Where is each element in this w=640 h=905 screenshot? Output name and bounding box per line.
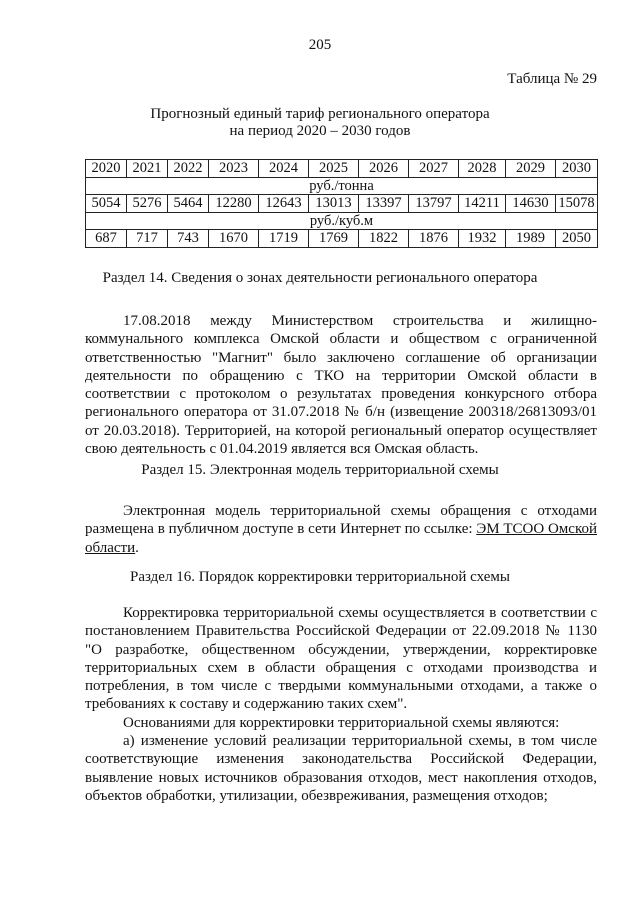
value-cell: 5054 — [86, 195, 127, 213]
values-row-ton — [86, 195, 598, 213]
value-cell: 15078 — [556, 195, 598, 213]
section15-paragraph — [85, 502, 597, 557]
section14-heading: Раздел 14. Сведения о зонах деятельности регионального оператора — [102, 270, 538, 286]
unit-m3-cell: руб./куб.м — [86, 213, 598, 230]
value-cell: 12280 — [209, 195, 259, 213]
year-cell: 2026 — [359, 160, 409, 178]
section14-paragraph: 17.08.2018 между Министерством строительства и жилищно-коммунального комплекса Омской области и обществом с ограниченной ответственностью "Магнит" было заключено соглашение об организации деятельности по обращению с ТКО на территории Омской области в соответствии с протоколом о результатах проведения конкурсного отбора регионального оператора от 31.07.2018 № б/н (извещение 200318/26813093/01 от 20.03.2018). Территорией, на которой региональный оператор осуществляет свою деятельность с 01.04.2019 является вся Омская область. — [85, 313, 597, 458]
value-cell: 5276 — [127, 195, 168, 213]
section16-paragraph3: а) изменение условий реализации территориальной схемы, в том числе соответствующие изменения законодательства Российской Федерации, выявление новых источников образования отходов, мест накопления отходов, объектов обработки, утилизации, обезвреживания, размещения отходов; — [85, 733, 597, 804]
value-cell: 1932 — [459, 230, 506, 248]
section16-heading: Раздел 16. Порядок корректировки территориальной схемы — [130, 569, 510, 585]
unit-row-m3 — [86, 213, 598, 230]
value-cell: 5464 — [168, 195, 209, 213]
year-cell: 2024 — [259, 160, 309, 178]
value-cell: 1822 — [359, 230, 409, 248]
tariff-table — [85, 159, 598, 248]
value-cell: 1670 — [209, 230, 259, 248]
value-cell: 1719 — [259, 230, 309, 248]
table-title-line1: Прогнозный единый тариф регионального оператора — [150, 106, 490, 122]
year-cell: 2022 — [168, 160, 209, 178]
value-cell: 13397 — [359, 195, 409, 213]
year-cell: 2023 — [209, 160, 259, 178]
value-cell: 14630 — [506, 195, 556, 213]
unit-ton-cell: руб./тонна — [86, 178, 598, 195]
value-cell: 1989 — [506, 230, 556, 248]
year-cell: 2029 — [506, 160, 556, 178]
values-row-m3 — [86, 230, 598, 248]
value-cell: 1769 — [309, 230, 359, 248]
table-title-line2: на период 2020 – 2030 годов — [229, 123, 411, 139]
unit-row-ton — [86, 178, 598, 195]
em-tsoo-link[interactable]: ЭМ ТСОО Омской области — [85, 521, 598, 556]
section16-paragraph1: Корректировка территориальной схемы осуществляется в соответствии с постановлением Правительства Российской Федерации от 22.09.2018 № 1130 "О разработке, общественном обсуждении, утверждении, корректировке территориальных схем в области обращения с отходами производства и потребления, в том числе с твердыми коммунальными отходами, а также о требованиях к составу и содержанию таких схем". — [85, 605, 597, 713]
year-cell: 2030 — [556, 160, 598, 178]
year-cell: 2027 — [409, 160, 459, 178]
section15-text-end: . — [135, 539, 139, 556]
value-cell: 1876 — [409, 230, 459, 248]
section16-paragraph2: Основаниями для корректировки территориальной схемы являются: — [123, 714, 560, 731]
years-row — [86, 160, 598, 178]
section14-body — [85, 312, 597, 458]
value-cell: 2050 — [556, 230, 598, 248]
year-cell: 2028 — [459, 160, 506, 178]
section15-body — [85, 502, 597, 557]
table-title — [0, 106, 640, 140]
section15-heading: Раздел 15. Электронная модель территориальной схемы — [141, 462, 499, 478]
year-cell: 2025 — [309, 160, 359, 178]
table-label: Таблица № 29 — [507, 71, 597, 87]
value-cell: 12643 — [259, 195, 309, 213]
section16-body — [85, 604, 597, 805]
value-cell: 14211 — [459, 195, 506, 213]
value-cell: 743 — [168, 230, 209, 248]
section15-text-start: Электронная модель территориальной схемы обращения с отходами размещена в публичном доступе в сети Интернет по ссылке: — [85, 503, 597, 538]
value-cell: 13797 — [409, 195, 459, 213]
value-cell: 13013 — [309, 195, 359, 213]
year-cell: 2021 — [127, 160, 168, 178]
value-cell: 687 — [86, 230, 127, 248]
value-cell: 717 — [127, 230, 168, 248]
year-cell: 2020 — [86, 160, 127, 178]
page-number: 205 — [308, 37, 332, 53]
